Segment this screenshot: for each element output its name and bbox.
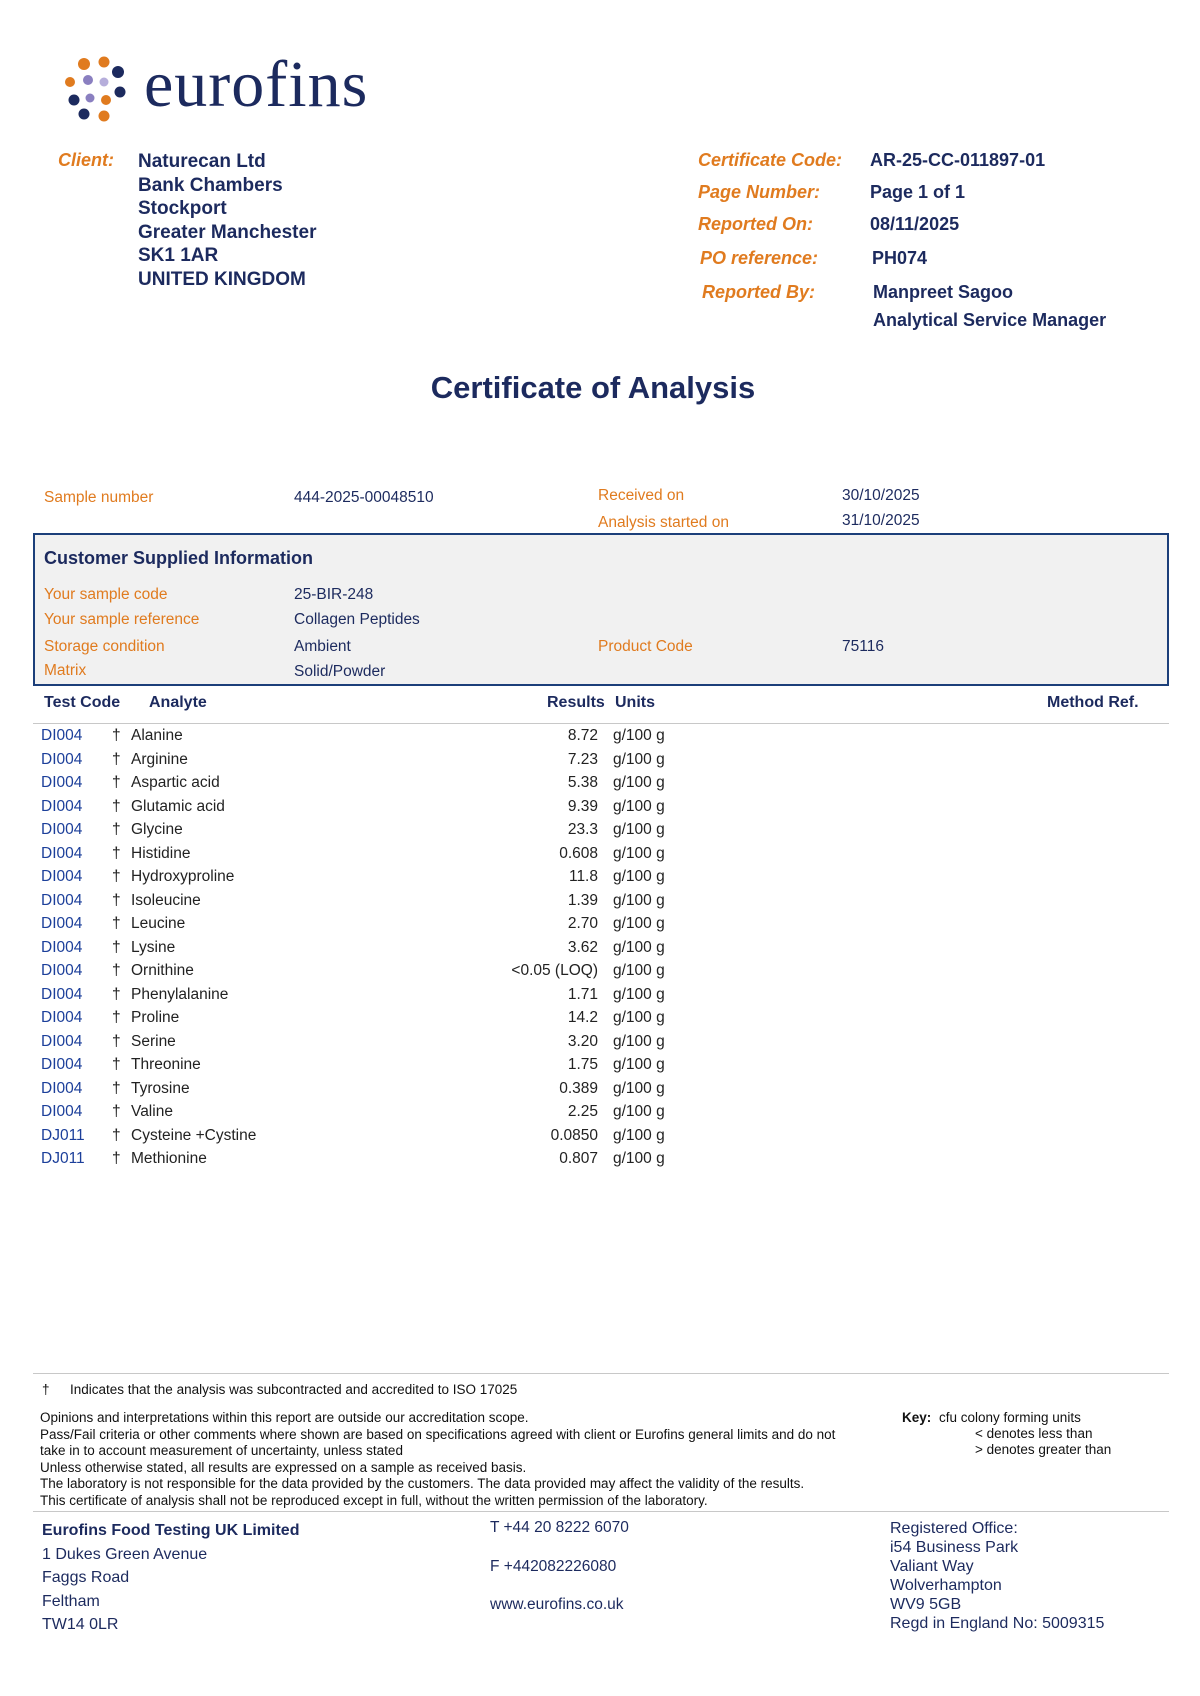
result-value: 0.608 bbox=[559, 844, 598, 862]
result-unit: g/100 g bbox=[613, 1009, 665, 1026]
table-row bbox=[0, 1080, 1200, 1104]
website-link[interactable]: www.eurofins.co.uk bbox=[490, 1596, 624, 1613]
registered-line: Registered Office: bbox=[890, 1520, 1018, 1537]
reported-on-label: Reported On: bbox=[698, 214, 813, 234]
result-value: 0.0850 bbox=[550, 1126, 598, 1144]
table-row bbox=[0, 1009, 1200, 1033]
result-value: 0.807 bbox=[559, 1150, 598, 1167]
subcontract-mark: † bbox=[112, 1103, 121, 1120]
result-unit: g/100 g bbox=[613, 985, 665, 1003]
table-row bbox=[0, 1033, 1200, 1057]
analyte-name: Methionine bbox=[131, 1150, 207, 1167]
disclaimer-line: Unless otherwise stated, all results are expressed on a sample as received basis. bbox=[40, 1459, 527, 1475]
sample-number-label: Sample number bbox=[44, 489, 154, 506]
key-line: < denotes less than bbox=[975, 1426, 1093, 1441]
subcontract-mark: † bbox=[112, 1150, 121, 1167]
subcontract-mark: † bbox=[112, 1056, 121, 1073]
disclaimer-line: Opinions and interpretations within this report are outside our accreditation scope. bbox=[40, 1410, 529, 1425]
subcontract-mark: † bbox=[112, 821, 121, 838]
subcontract-mark: † bbox=[112, 868, 121, 885]
disclaimer-line: Pass/Fail criteria or other comments where shown are based on specifications agreed with client or Eurofins general limits and do not bbox=[40, 1426, 836, 1442]
certificate-code-value: AR-25-CC-011897-01 bbox=[870, 150, 1046, 170]
test-code: DJ011 bbox=[41, 1126, 85, 1144]
result-unit: g/100 g bbox=[613, 868, 665, 885]
sample-reference-value: Collagen Peptides bbox=[294, 611, 420, 628]
result-value: 2.70 bbox=[567, 915, 598, 932]
analyte-name: Histidine bbox=[131, 844, 191, 862]
result-value: 23.3 bbox=[567, 821, 598, 838]
sample-code-value: 25-BIR-248 bbox=[294, 586, 374, 603]
subcontract-mark: † bbox=[112, 962, 121, 979]
subcontract-mark: † bbox=[112, 1009, 121, 1026]
test-code: DI004 bbox=[41, 938, 83, 956]
registered-office bbox=[890, 1519, 1104, 1633]
address-line: Faggs Road bbox=[42, 1569, 130, 1586]
header-units: Units bbox=[615, 694, 655, 711]
subcontract-mark: † bbox=[112, 1079, 121, 1097]
result-unit: g/100 g bbox=[613, 938, 665, 956]
test-code: DI004 bbox=[41, 1103, 83, 1120]
product-code-label: Product Code bbox=[598, 638, 693, 655]
analyte-name: Ornithine bbox=[131, 962, 194, 979]
table-row bbox=[0, 1103, 1200, 1127]
table-row bbox=[0, 962, 1200, 986]
po-reference-label: PO reference: bbox=[700, 248, 819, 268]
test-code: DI004 bbox=[41, 774, 83, 791]
disclaimer bbox=[40, 1410, 900, 1509]
result-unit: g/100 g bbox=[613, 1150, 665, 1167]
analyte-name: Leucine bbox=[131, 915, 186, 932]
subcontract-mark: † bbox=[112, 938, 121, 956]
storage-condition-value: Ambient bbox=[294, 638, 351, 655]
registered-line: Regd in England No: 5009315 bbox=[890, 1615, 1105, 1632]
phone: T +44 20 8222 6070 bbox=[490, 1519, 629, 1536]
test-code: DI004 bbox=[41, 797, 83, 815]
client-line: Bank Chambers bbox=[138, 174, 283, 196]
client-line: UNITED KINGDOM bbox=[138, 268, 306, 290]
table-row bbox=[0, 845, 1200, 869]
disclaimer-line: This certificate of analysis shall not be reproduced except in full, without the written permission of the laboratory. bbox=[40, 1492, 708, 1508]
analyte-name: Tyrosine bbox=[131, 1079, 190, 1097]
subcontract-mark: † bbox=[112, 750, 121, 768]
test-code: DI004 bbox=[41, 1079, 83, 1097]
subcontract-mark: † bbox=[112, 985, 121, 1003]
table-row bbox=[0, 868, 1200, 892]
analyte-name: Serine bbox=[131, 1032, 176, 1050]
table-row bbox=[0, 939, 1200, 963]
subcontract-mark: † bbox=[112, 1126, 121, 1144]
test-code: DI004 bbox=[41, 1009, 83, 1026]
analyte-name: Valine bbox=[131, 1103, 173, 1120]
table-row bbox=[0, 1150, 1200, 1174]
matrix-label: Matrix bbox=[44, 662, 87, 679]
analysis-started-label: Analysis started on bbox=[598, 514, 729, 531]
result-unit: g/100 g bbox=[613, 797, 665, 815]
key-line: > denotes greater than bbox=[975, 1442, 1112, 1457]
certificate-code-label: Certificate Code: bbox=[698, 150, 843, 170]
analysis-started-value: 31/10/2025 bbox=[842, 512, 920, 529]
analyte-name: Arginine bbox=[131, 750, 188, 768]
analyte-name: Glycine bbox=[131, 821, 183, 838]
header-method-ref: Method Ref. bbox=[1047, 694, 1139, 711]
test-code: DI004 bbox=[41, 750, 83, 768]
reported-by-title: Analytical Service Manager bbox=[873, 310, 1107, 330]
test-code: DI004 bbox=[41, 891, 83, 909]
key-label: Key: bbox=[902, 1410, 932, 1425]
reported-by-label: Reported By: bbox=[702, 282, 816, 302]
test-code: DI004 bbox=[41, 844, 83, 862]
result-value: 1.71 bbox=[567, 985, 598, 1003]
sample-code-label: Your sample code bbox=[44, 586, 168, 603]
result-value: 14.2 bbox=[567, 1009, 598, 1026]
client-line: Greater Manchester bbox=[138, 221, 317, 243]
page-title: Certificate of Analysis bbox=[430, 370, 756, 405]
disclaimer-line: take in to account measurement of uncertainty, unless stated bbox=[40, 1443, 403, 1458]
reported-on-value: 08/11/2025 bbox=[870, 214, 960, 234]
result-value: 1.75 bbox=[567, 1056, 598, 1073]
test-code: DI004 bbox=[41, 985, 83, 1003]
result-unit: g/100 g bbox=[613, 1032, 665, 1050]
customer-supplied-info bbox=[33, 533, 1169, 686]
table-row bbox=[0, 774, 1200, 798]
registered-line: i54 Business Park bbox=[890, 1539, 1019, 1556]
test-code: DI004 bbox=[41, 1056, 83, 1073]
registered-line: Valiant Way bbox=[890, 1558, 974, 1575]
table-row bbox=[0, 1056, 1200, 1080]
po-reference-value: PH074 bbox=[872, 248, 928, 268]
subcontract-mark: † bbox=[112, 774, 121, 791]
client-line: Naturecan Ltd bbox=[138, 151, 266, 172]
table-row bbox=[0, 751, 1200, 775]
result-unit: g/100 g bbox=[613, 774, 665, 791]
table-row bbox=[0, 798, 1200, 822]
reported-by-name: Manpreet Sagoo bbox=[873, 282, 1014, 302]
table-row bbox=[0, 915, 1200, 939]
company-address bbox=[42, 1519, 299, 1637]
result-value: 0.389 bbox=[559, 1079, 598, 1097]
test-code: DI004 bbox=[41, 1032, 83, 1050]
subcontract-mark: † bbox=[112, 915, 121, 932]
subcontract-mark: † bbox=[112, 727, 121, 744]
analyte-name: Isoleucine bbox=[131, 891, 201, 909]
client-address bbox=[138, 150, 316, 291]
analyte-name: Alanine bbox=[131, 727, 183, 744]
registered-line: Wolverhampton bbox=[890, 1577, 1002, 1594]
disclaimer-line: The laboratory is not responsible for the data provided by the customers. The data provided may affect the validity of the results. bbox=[40, 1476, 805, 1491]
result-value: 1.39 bbox=[567, 891, 598, 909]
dagger-note: Indicates that the analysis was subcontracted and accredited to ISO 17025 bbox=[70, 1382, 518, 1397]
company-name: Eurofins Food Testing UK Limited bbox=[42, 1522, 300, 1539]
result-value: 11.8 bbox=[568, 868, 598, 885]
test-code: DI004 bbox=[41, 868, 83, 885]
analyte-name: Cysteine +Cystine bbox=[131, 1126, 257, 1144]
result-unit: g/100 g bbox=[613, 821, 665, 838]
address-line: TW14 0LR bbox=[42, 1616, 119, 1633]
table-row bbox=[0, 821, 1200, 845]
result-value: 3.62 bbox=[567, 938, 598, 956]
logo-wordmark: eurofins bbox=[144, 48, 369, 121]
analyte-name: Proline bbox=[131, 1009, 180, 1026]
sample-reference-label: Your sample reference bbox=[44, 611, 200, 628]
eurofins-mark-icon bbox=[64, 56, 130, 122]
result-unit: g/100 g bbox=[613, 727, 665, 744]
footnote-divider bbox=[33, 1373, 1169, 1374]
result-value: 2.25 bbox=[567, 1103, 598, 1120]
storage-condition-label: Storage condition bbox=[44, 638, 165, 655]
header-analyte: Analyte bbox=[149, 694, 207, 711]
key-line: cfu colony forming units bbox=[939, 1410, 1081, 1425]
test-code: DI004 bbox=[41, 915, 83, 932]
address-line: Feltham bbox=[42, 1592, 100, 1610]
subcontract-mark: † bbox=[112, 797, 121, 815]
subcontract-mark: † bbox=[112, 1032, 121, 1050]
analyte-name: Phenylalanine bbox=[131, 985, 229, 1003]
table-row bbox=[0, 727, 1200, 751]
client-line: SK1 1AR bbox=[138, 245, 219, 266]
test-code: DI004 bbox=[41, 821, 83, 838]
client-line: Stockport bbox=[138, 198, 227, 219]
result-unit: g/100 g bbox=[613, 1103, 665, 1120]
analyte-name: Glutamic acid bbox=[131, 797, 225, 815]
customer-supplied-title: Customer Supplied Information bbox=[44, 548, 314, 568]
received-on-value: 30/10/2025 bbox=[842, 487, 920, 504]
client-label: Client: bbox=[58, 150, 114, 170]
header-results: Results bbox=[547, 694, 605, 711]
fax: F +442082226080 bbox=[490, 1558, 617, 1575]
sample-number-value: 444-2025-00048510 bbox=[294, 489, 434, 506]
result-value: 7.23 bbox=[567, 750, 598, 768]
result-value: 5.38 bbox=[567, 774, 598, 791]
result-unit: g/100 g bbox=[613, 1126, 665, 1144]
table-row bbox=[0, 986, 1200, 1010]
header-test-code: Test Code bbox=[44, 694, 121, 711]
result-unit: g/100 g bbox=[613, 1079, 665, 1097]
registered-line: WV9 5GB bbox=[890, 1596, 962, 1613]
result-unit: g/100 g bbox=[613, 891, 665, 909]
result-unit: g/100 g bbox=[613, 962, 665, 979]
result-unit: g/100 g bbox=[613, 1056, 665, 1073]
result-value: <0.05 (LOQ) bbox=[511, 962, 598, 979]
subcontract-mark: † bbox=[112, 891, 121, 909]
results-table bbox=[0, 727, 1200, 1174]
result-value: 8.72 bbox=[567, 727, 598, 744]
footer-divider bbox=[33, 1511, 1169, 1512]
address-line: 1 Dukes Green Avenue bbox=[42, 1545, 208, 1563]
result-unit: g/100 g bbox=[613, 915, 665, 932]
subcontract-mark: † bbox=[112, 844, 121, 862]
matrix-value: Solid/Powder bbox=[294, 663, 386, 680]
result-value: 3.20 bbox=[567, 1032, 598, 1050]
result-value: 9.39 bbox=[567, 797, 598, 815]
product-code-value: 75116 bbox=[842, 638, 884, 655]
page-number-label: Page Number: bbox=[698, 182, 821, 202]
analyte-name: Lysine bbox=[131, 938, 176, 956]
test-code: DJ011 bbox=[41, 1150, 85, 1167]
result-unit: g/100 g bbox=[613, 844, 665, 862]
eurofins-logo bbox=[64, 48, 394, 128]
page-number-value: Page 1 of 1 bbox=[870, 182, 966, 202]
received-on-label: Received on bbox=[598, 487, 685, 504]
table-row bbox=[0, 1127, 1200, 1151]
analyte-name: Aspartic acid bbox=[131, 774, 220, 791]
table-row bbox=[0, 892, 1200, 916]
test-code: DI004 bbox=[41, 727, 83, 744]
analyte-name: Hydroxyproline bbox=[131, 868, 235, 885]
header-divider bbox=[33, 723, 1169, 724]
analyte-name: Threonine bbox=[131, 1056, 201, 1073]
dagger-symbol: † bbox=[42, 1382, 50, 1397]
result-unit: g/100 g bbox=[613, 750, 665, 768]
test-code: DI004 bbox=[41, 962, 83, 979]
